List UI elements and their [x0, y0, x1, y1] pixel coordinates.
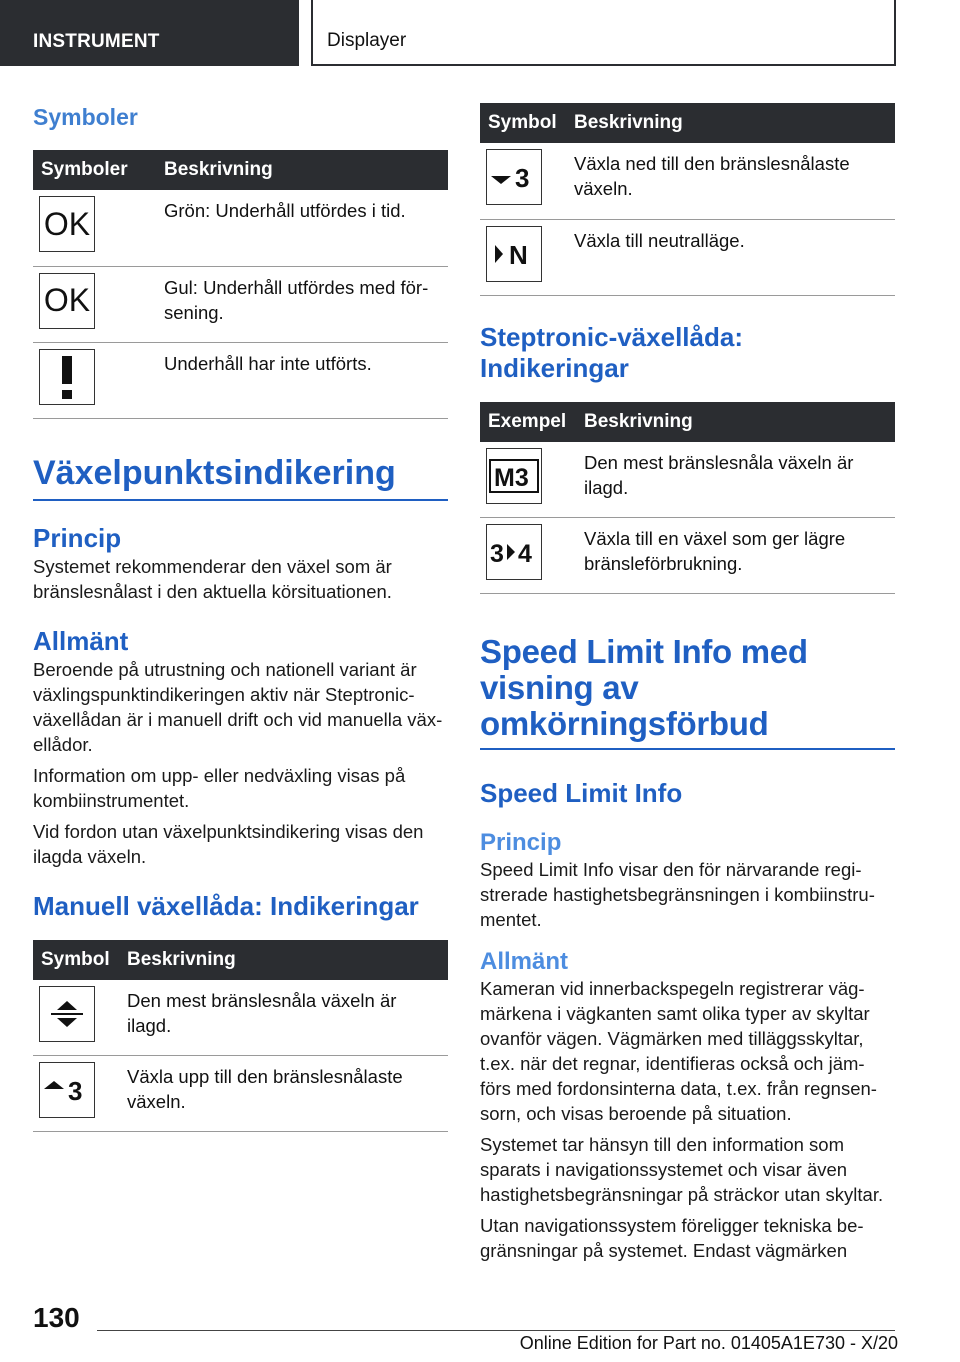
table-row: [480, 219, 895, 295]
row-description: Gul: Underhåll utfördes med för-sening.: [156, 266, 448, 342]
edition-note: Online Edition for Part no. 01405A1E730 - X/20: [519, 1333, 898, 1353]
paragraph: Speed Limit Info visar den för närvarande regi-strerade hastighetsbegränsningen i kombiinstru-mentet.: [480, 859, 875, 930]
symbols-heading: Symboler: [33, 104, 138, 130]
paragraph: Systemet rekommenderar den växel som är bränslesnålast i den aktuella körsituationen.: [33, 555, 392, 602]
row-description: Växla upp till den bränslesnålaste växeln.: [119, 1056, 448, 1132]
manual-gearbox-table: [33, 940, 448, 1133]
table-header: Symboler: [33, 150, 156, 190]
left-column: [33, 100, 448, 1132]
svg-text:3: 3: [515, 163, 530, 192]
footer-divider: [97, 1330, 895, 1331]
paragraph: Information om upp- eller nedväxling visas på kombiinstrumentet.: [33, 764, 406, 811]
table-row: [33, 980, 448, 1056]
upshift-3-icon: [39, 1062, 95, 1118]
downshift-3-icon: [486, 149, 542, 205]
subheading-allmant: Allmänt: [33, 625, 129, 656]
table-row: [33, 266, 448, 342]
steptronic-table: [480, 402, 895, 595]
paragraph: Kameran vid innerbackspegeln registrerar väg-märkena i vägkanten samt olika typer av skyltar ovanför vägen. Vägmärken med tilläggsskyltar, t.ex. när det regnar, identifieras också och jäm-förs med fordonsinterna data, t.ex. från regnsen-sorn, och visas beroende på situation.: [480, 978, 877, 1124]
table-header: Beskrivning: [576, 402, 895, 442]
row-description: Den mest bränslesnåla växeln är ilagd.: [119, 980, 448, 1056]
ok-icon: OK: [39, 196, 95, 252]
table-row: [480, 518, 895, 594]
svg-text:3: 3: [490, 540, 504, 567]
row-description: Växla till en växel som ger lägre bränsleförbrukning.: [576, 518, 895, 594]
table-header: Beskrivning: [119, 940, 448, 980]
page-header: [0, 0, 960, 66]
section-heading: Speed Limit Info med visning av omkörningsförbud: [480, 634, 895, 750]
row-description: Den mest bränslesnåla växeln är ilagd.: [576, 442, 895, 518]
m3-icon: [486, 448, 542, 504]
up-down-arrows-icon: [39, 986, 95, 1042]
paragraph: Utan navigationssystem föreligger tekniska be-gränsningar på systemet. Endast vägmärken: [480, 1215, 864, 1261]
svg-text:3: 3: [68, 1076, 83, 1105]
table-row: [480, 143, 895, 219]
right-column: [480, 103, 895, 1263]
table-row: [33, 342, 448, 418]
page-number: 130: [33, 1302, 80, 1333]
shift-table: [480, 103, 895, 296]
table-header: Symbol: [480, 103, 566, 143]
paragraph: Beroende på utrustning och nationell variant är växlingspunktindikeringen aktiv när Steptronic-växellådan är i manuell drift och vid manuella väx-ellådor.: [33, 658, 443, 755]
table-row: [480, 442, 895, 518]
subheading-manual: Manuell växellåda: Indikeringar: [33, 890, 419, 921]
row-description: Växla till neutralläge.: [566, 219, 895, 295]
row-description: Grön: Underhåll utfördes i tid.: [156, 190, 448, 266]
table-header: Beskrivning: [156, 150, 448, 190]
symbols-table: [33, 150, 448, 419]
svg-text:4: 4: [518, 540, 532, 567]
svg-text:N: N: [509, 239, 528, 269]
table-header: Beskrivning: [566, 103, 895, 143]
row-description: Underhåll har inte utförts.: [156, 342, 448, 418]
svg-text:M3: M3: [494, 463, 529, 492]
table-header: Symbol: [33, 940, 119, 980]
subheading-steptronic: Steptronic-växellåda: Indikeringar: [480, 321, 743, 383]
subheading-speed-limit-info: Speed Limit Info: [480, 778, 683, 808]
ok-icon: OK: [39, 273, 95, 329]
subheading-princip: Princip: [480, 829, 562, 856]
row-description: Växla ned till den bränslesnålaste växeln.: [566, 143, 895, 219]
table-header: Exempel: [480, 402, 576, 442]
subheading-princip: Princip: [33, 522, 122, 553]
shift-neutral-icon: [486, 226, 542, 282]
section-heading: Växelpunktsindikering: [33, 455, 448, 501]
subheading-allmant: Allmänt: [480, 948, 569, 975]
exclamation-icon: [39, 349, 95, 405]
table-row: [33, 190, 448, 266]
section-tab: INSTRUMENT: [0, 0, 299, 66]
paragraph: Vid fordon utan växelpunktsindikering visas den ilagda växeln.: [33, 820, 424, 867]
topic-tab: Displayer: [311, 0, 896, 66]
paragraph: Systemet tar hänsyn till den information som sparats i navigationssystemet och visar även hastighetsbegränsningar på sträckor utan skyltar.: [480, 1134, 884, 1205]
shift-3-to-4-icon: [486, 524, 542, 580]
table-row: [33, 1056, 448, 1132]
